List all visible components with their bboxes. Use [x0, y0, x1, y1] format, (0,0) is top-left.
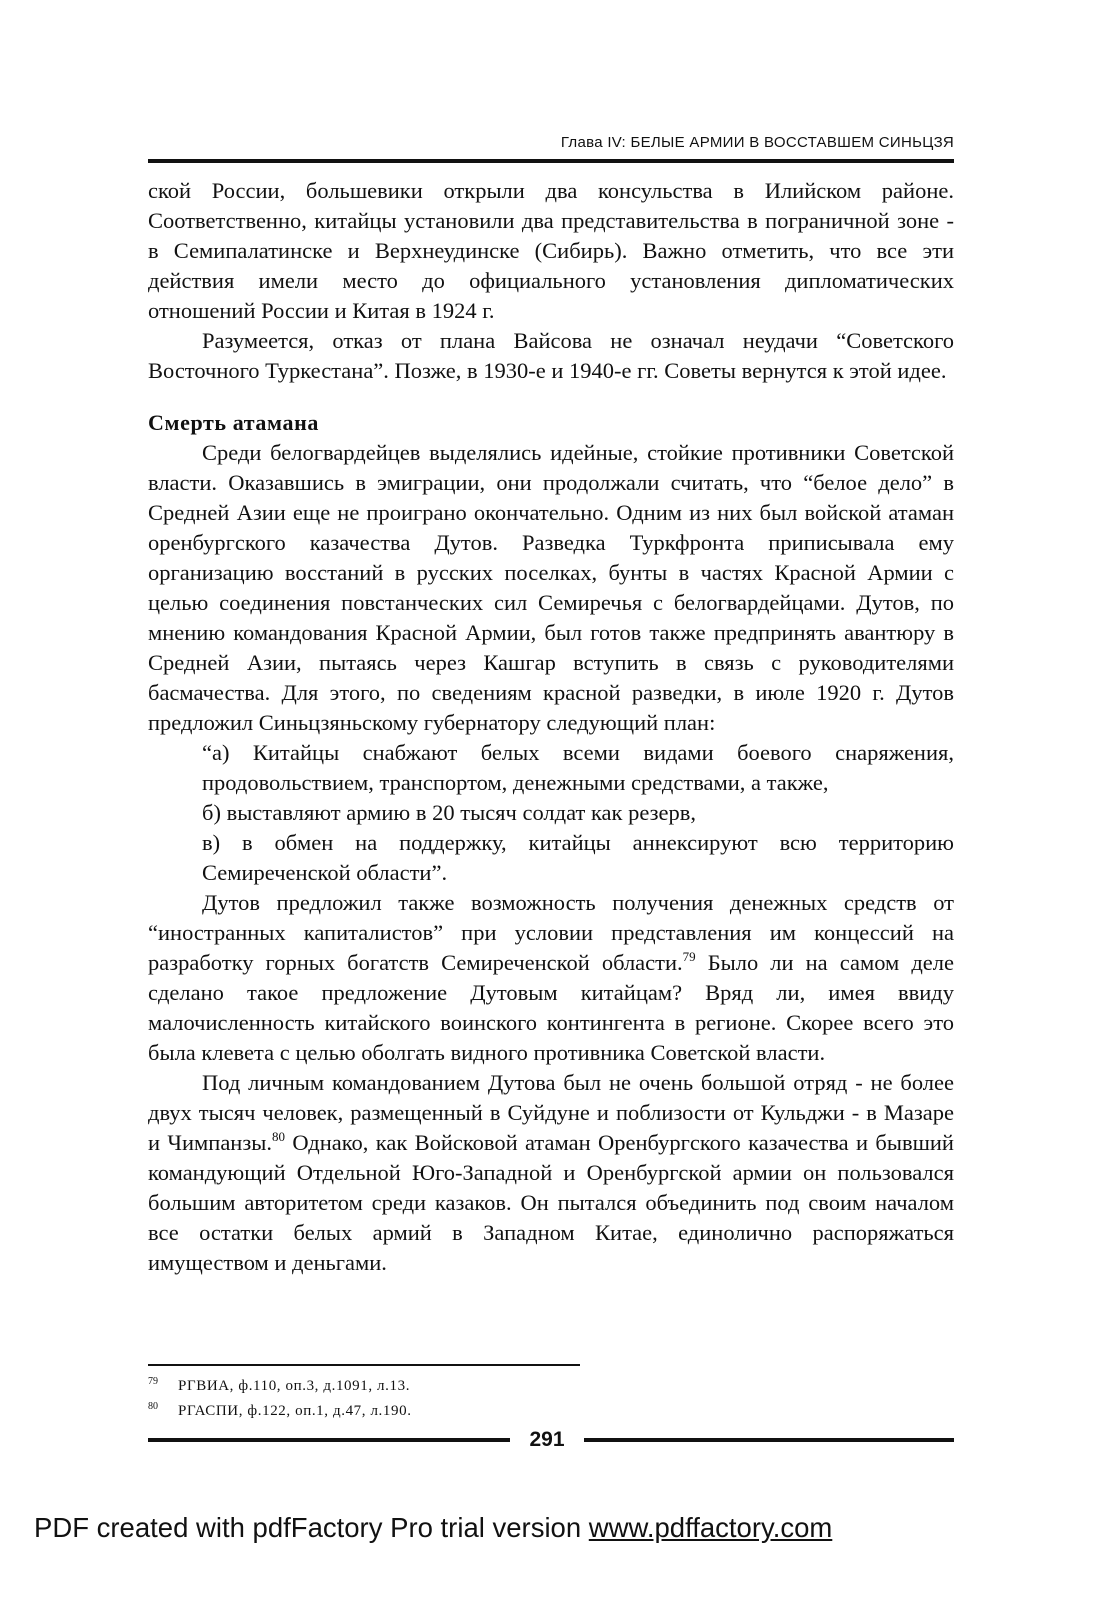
- paragraph-5: [148, 1068, 954, 1278]
- header-rule: [148, 159, 954, 163]
- footnote-text: РГАСПИ, ф.122, оп.1, д.47, л.190.: [178, 1403, 412, 1419]
- plan-list: [202, 738, 954, 888]
- footnote-ref-79[interactable]: 79: [682, 949, 696, 964]
- watermark-link[interactable]: www.pdffactory.com: [588, 1512, 833, 1543]
- paragraph-5-text-before: Под личным командованием Дутова был не очень большой отряд - не более двух тысяч человек, размещенный в Суйдуне и поблизости от Кульджи - в Мазаре и Чимпанзы.: [148, 1070, 954, 1155]
- footer-rule-right: [584, 1438, 954, 1442]
- paragraph-1: ской России, большевики открыли два консульства в Илийском районе. Соответственно, китайцы установили два представительства в пограничной зоне - в Семипалатинске и Верхнеудинске (Сибирь). Важно отметить, что все эти действия имели место до официального установления дипломатических отношений России и Китая в 1924 г.: [148, 178, 954, 323]
- paragraph-4-text-after: Было ли на самом деле сделано такое предложение Дутовым китайцам? Вряд ли, имея ввиду малочисленность китайского воинского контингента в регионе. Скорее всего это была клевета с целью оболгать видного противника Советской власти.: [148, 950, 954, 1065]
- section-heading: Смерть атамана: [148, 410, 319, 435]
- footnotes: [148, 1374, 954, 1424]
- paragraph-4-text-before: Дутов предложил также возможность получения денежных средств от “иностранных капиталистов” при условии представления им концессий на разработку горных богатств Семиреченской области.: [148, 890, 954, 975]
- plan-item-b: б) выставляют армию в 20 тысяч солдат как резерв,: [202, 800, 696, 825]
- footnote-text: РГВИА, ф.110, оп.3, д.1091, л.13.: [178, 1378, 411, 1394]
- plan-item-a: “а) Китайцы снабжают белых всеми видами боевого снаряжения, продовольствием, транспортом, денежными средствами, а также,: [202, 740, 954, 795]
- footnote-number: 79: [148, 1376, 158, 1387]
- page-body: [148, 176, 954, 1278]
- footer-rule-left: [148, 1438, 510, 1442]
- footnote-separator: [148, 1364, 580, 1366]
- footnote-ref-80[interactable]: 80: [271, 1129, 285, 1144]
- paragraph-2: Разумеется, отказ от плана Вайсова не означал неудачи “Советского Восточного Туркестана”. Позже, в 1930-е и 1940-е гг. Советы вернутся к этой идее.: [148, 328, 954, 383]
- page-number: 291: [529, 1428, 565, 1451]
- paragraph-3: Среди белогвардейцев выделялись идейные, стойкие противники Советской власти. Оказавшись в эмиграции, они продолжали считать, что “белое дело” в Средней Азии еще не проиграно окончательно. Одним из них был войской атаман оренбургского казачества Дутов. Разведка Туркфронта приписывала ему организацию восстаний в русских поселках, бунты в частях Красной Армии с целью соединения повстанческих сил Семиречья с белогвардейцами. Дутов, по мнению командования Красной Армии, был готов также предпринять авантюру в Средней Азии, пытаясь через Кашгар вступить в связь с руководителями басмачества. Для этого, по сведениям красной разведки, в июле 1920 г. Дутов предложил Синьцзяньскому губернатору следующий план:: [148, 440, 954, 735]
- plan-item-c: в) в обмен на поддержку, китайцы аннексируют всю территорию Семиреченской области”.: [202, 830, 954, 885]
- page-footer: [148, 1426, 954, 1456]
- footnote-number: 80: [148, 1401, 158, 1412]
- paragraph-4: [148, 888, 954, 1068]
- footnote-item: [148, 1374, 954, 1399]
- paragraph-5-text-after: Однако, как Войсковой атаман Оренбургского казачества и бывший командующий Отдельной Юго-Западной и Оренбургской армии он пользовался большим авторитетом среди казаков. Он пытался объединить под своим началом все остатки белых армий в Западном Китае, единолично распоряжаться имуществом и деньгами.: [148, 1130, 954, 1275]
- watermark-text: PDF created with pdfFactory Pro trial version: [34, 1512, 589, 1543]
- pdf-watermark: [34, 1512, 832, 1544]
- footnote-item: [148, 1399, 954, 1424]
- running-header-title: Глава IV: БЕЛЫЕ АРМИИ В ВОССТАВШЕМ СИНЬЦЗЯ: [560, 134, 954, 151]
